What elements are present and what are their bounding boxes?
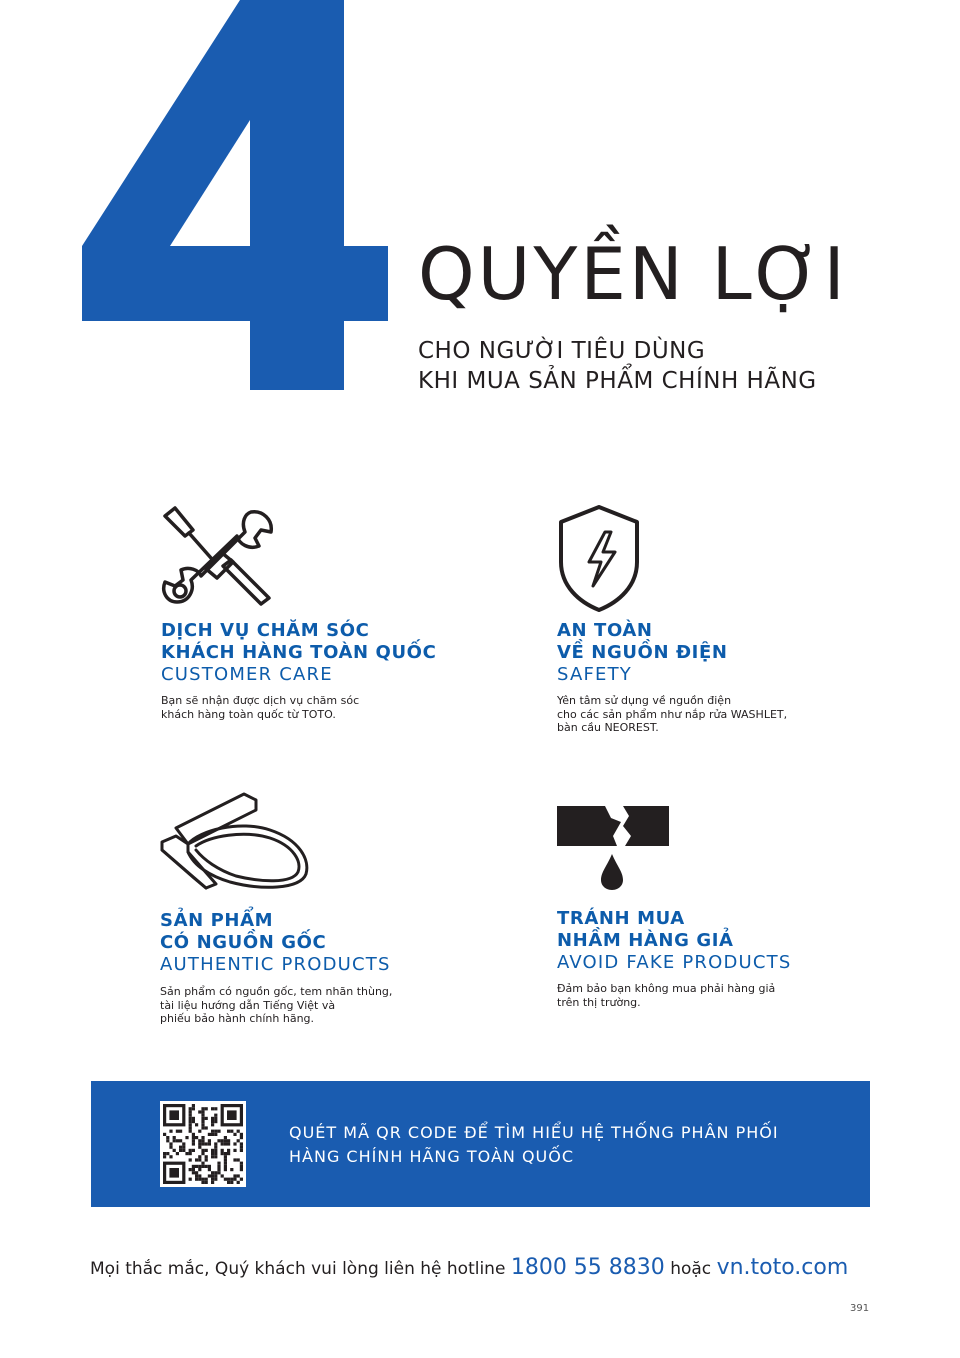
desc-line-2: tài liệu hướng dẫn Tiếng Việt và (160, 998, 336, 1012)
benefit-title-line-1: TRÁNH MUA (557, 908, 685, 929)
page-number: 391 (850, 1303, 870, 1314)
benefit-english-title: SAFETY (557, 664, 632, 685)
desc-line-2: cho các sản phẩm như nắp rửa WASHLET, (557, 707, 788, 721)
benefit-heading (160, 910, 391, 976)
benefit-title-line-1: SẢN PHẨM (160, 910, 274, 931)
contact-prefix: Mọi thắc mắc, Quý khách vui lòng liên hệ hotline (90, 1259, 506, 1279)
benefit-description (557, 982, 775, 1009)
benefit-customer-care (161, 500, 491, 730)
benefit-english-title: AUTHENTIC PRODUCTS (160, 954, 391, 975)
toilet-seat-icon (160, 790, 310, 890)
benefit-title-line-1: DỊCH VỤ CHĂM SÓC (161, 620, 370, 641)
subtitle-line-1: CHO NGƯỜI TIÊU DÙNG (418, 338, 706, 364)
benefit-title-line-2: NHẦM HÀNG GIẢ (557, 930, 734, 951)
benefit-description (557, 694, 787, 735)
subtitle-line-2: KHI MUA SẢN PHẨM CHÍNH HÃNG (418, 368, 817, 394)
benefit-title-line-1: AN TOÀN (557, 620, 653, 641)
contact-middle: hoặc (670, 1259, 712, 1279)
benefit-description (161, 694, 359, 721)
benefit-authentic-products (160, 790, 490, 1030)
tools-icon (161, 504, 276, 614)
qr-code[interactable] (160, 1101, 246, 1187)
shield-lightning-icon (557, 504, 643, 614)
benefit-safety (557, 500, 887, 740)
benefit-description (160, 985, 392, 1026)
benefit-english-title: CUSTOMER CARE (161, 664, 333, 685)
desc-line-2: khách hàng toàn quốc từ TOTO. (161, 707, 336, 721)
contact-line (90, 1255, 848, 1280)
qr-instructions (289, 1121, 779, 1169)
qr-text-line-1: QUÉT MÃ QR CODE ĐỂ TÌM HIỂU HỆ THỐNG PHÂN PHỐI (289, 1123, 779, 1142)
benefit-title-line-2: KHÁCH HÀNG TOÀN QUỐC (161, 642, 437, 663)
qr-code-icon (160, 1101, 246, 1187)
benefit-heading (161, 620, 436, 686)
qr-text-line-2: HÀNG CHÍNH HÃNG TOÀN QUỐC (289, 1147, 575, 1166)
desc-line-3: bàn cầu NEOREST. (557, 721, 659, 734)
benefit-heading (557, 908, 792, 974)
benefit-title-line-2: VỀ NGUỒN ĐIỆN (557, 642, 728, 663)
benefit-heading (557, 620, 728, 686)
qr-banner (91, 1081, 870, 1207)
website-link[interactable]: vn.toto.com (716, 1255, 849, 1280)
benefit-avoid-fake (557, 800, 887, 1020)
big-number-four (82, 0, 388, 390)
hotline-number[interactable]: 1800 55 8830 (510, 1255, 665, 1280)
page-title: QUYỀN LỢI (418, 232, 848, 316)
page-subtitle (418, 336, 817, 396)
desc-line-1: Đảm bảo bạn không mua phải hàng giả (557, 982, 776, 995)
broken-pipe-drop-icon (557, 802, 672, 892)
desc-line-1: Bạn sẽ nhận được dịch vụ chăm sóc (161, 694, 360, 707)
number-four-graphic (82, 0, 388, 390)
desc-line-1: Sản phẩm có nguồn gốc, tem nhãn thùng, (160, 985, 393, 998)
benefit-title-line-2: CÓ NGUỒN GỐC (160, 932, 327, 953)
desc-line-1: Yên tâm sử dụng về nguồn điện (557, 694, 732, 707)
desc-line-2: trên thị trường. (557, 995, 641, 1009)
benefit-english-title: AVOID FAKE PRODUCTS (557, 952, 792, 973)
desc-line-3: phiếu bảo hành chính hãng. (160, 1012, 315, 1025)
